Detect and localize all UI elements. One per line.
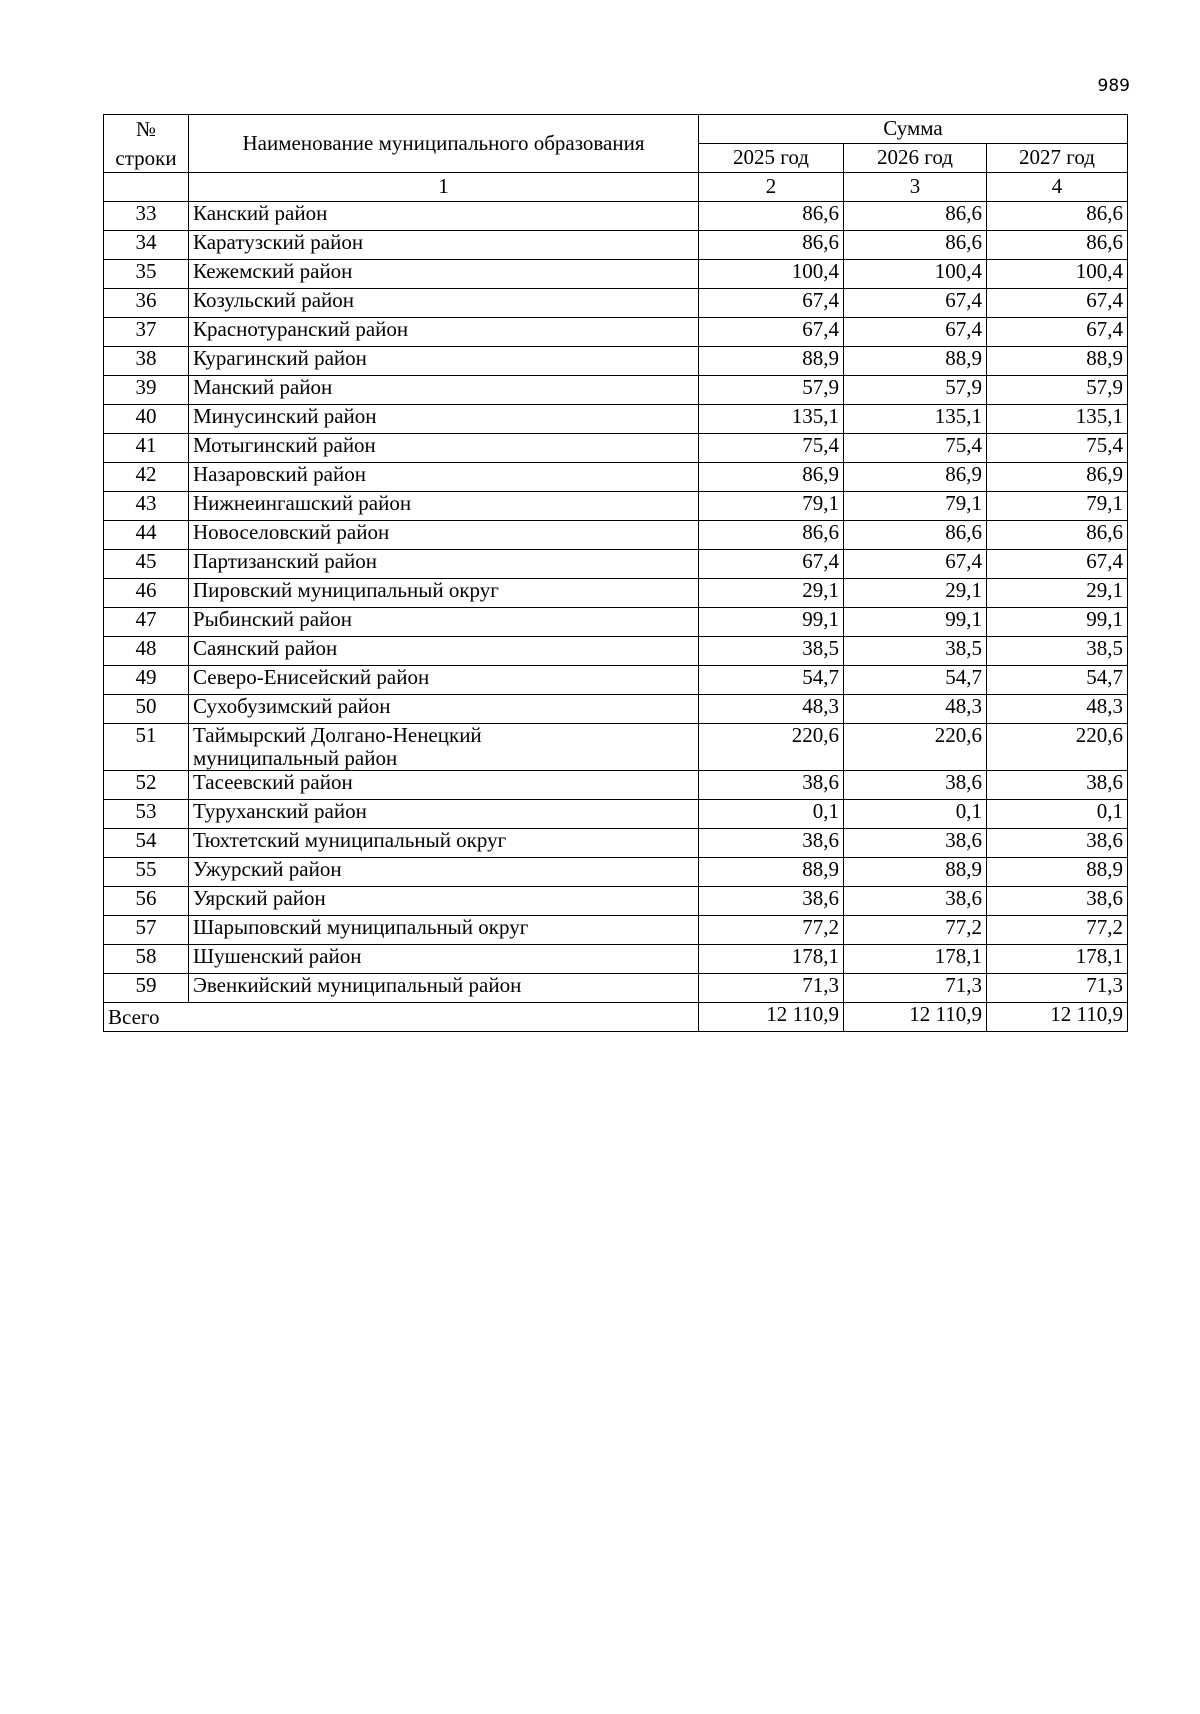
- value-2027: 88,9: [987, 858, 1128, 887]
- municipality-name: [189, 724, 699, 771]
- municipality-name: [189, 887, 699, 916]
- municipality-name-line: Сухобузимский район: [193, 694, 391, 718]
- value-2026: 67,4: [844, 550, 987, 579]
- total-2025: 12 110,9: [699, 1003, 844, 1032]
- value-2025: 67,4: [699, 550, 844, 579]
- table-body: [104, 202, 1128, 1003]
- value-2027: 29,1: [987, 579, 1128, 608]
- value-2026: 178,1: [844, 945, 987, 974]
- value-2026: 67,4: [844, 289, 987, 318]
- municipality-name-line-2: муниципальный район: [193, 746, 398, 771]
- value-2026: 38,6: [844, 887, 987, 916]
- municipality-name-line: Саянский район: [193, 636, 338, 660]
- municipality-name-line: Партизанский район: [193, 549, 378, 573]
- table-row: [104, 289, 1128, 318]
- value-2025: 86,6: [699, 521, 844, 550]
- value-2027: 100,4: [987, 260, 1128, 289]
- municipality-name: [189, 637, 699, 666]
- header-row-number-label: строки: [115, 145, 177, 170]
- value-2027: 79,1: [987, 492, 1128, 521]
- table-row: [104, 260, 1128, 289]
- value-2026: 71,3: [844, 974, 987, 1003]
- value-2027: 86,6: [987, 521, 1128, 550]
- column-number-2: 2: [699, 173, 844, 202]
- header-municipality-name: Наименование муниципального образования: [189, 115, 699, 173]
- value-2025: 67,4: [699, 289, 844, 318]
- table-row: [104, 771, 1128, 800]
- municipality-name: [189, 974, 699, 1003]
- value-2025: 75,4: [699, 434, 844, 463]
- municipality-name: [189, 579, 699, 608]
- value-2025: 38,5: [699, 637, 844, 666]
- municipality-name-line: Назаровский район: [193, 462, 366, 486]
- table-row: [104, 347, 1128, 376]
- row-number: 48: [104, 637, 189, 666]
- table-row: [104, 608, 1128, 637]
- value-2026: 100,4: [844, 260, 987, 289]
- value-2026: 38,6: [844, 771, 987, 800]
- value-2025: 220,6: [699, 724, 844, 771]
- value-2027: 38,5: [987, 637, 1128, 666]
- row-number: 43: [104, 492, 189, 521]
- row-number: 44: [104, 521, 189, 550]
- table-row: [104, 202, 1128, 231]
- value-2027: 77,2: [987, 916, 1128, 945]
- table-row: [104, 231, 1128, 260]
- table-row: [104, 550, 1128, 579]
- header-year-2027: 2027 год: [987, 144, 1128, 173]
- row-number: 41: [104, 434, 189, 463]
- municipality-name: [189, 347, 699, 376]
- row-number: 46: [104, 579, 189, 608]
- header-year-2026: 2026 год: [844, 144, 987, 173]
- value-2026: 38,5: [844, 637, 987, 666]
- row-number: 42: [104, 463, 189, 492]
- value-2026: 38,6: [844, 829, 987, 858]
- value-2027: 57,9: [987, 376, 1128, 405]
- municipality-name: [189, 231, 699, 260]
- municipality-name: [189, 550, 699, 579]
- municipality-name-line: Новоселовский район: [193, 520, 390, 544]
- value-2026: 67,4: [844, 318, 987, 347]
- table-row: [104, 318, 1128, 347]
- table-row: [104, 916, 1128, 945]
- value-2025: 67,4: [699, 318, 844, 347]
- municipality-name-line: Курагинский район: [193, 346, 367, 370]
- municipality-name: [189, 771, 699, 800]
- value-2026: 48,3: [844, 695, 987, 724]
- row-number: 45: [104, 550, 189, 579]
- row-number: 50: [104, 695, 189, 724]
- value-2026: 220,6: [844, 724, 987, 771]
- table-row: [104, 858, 1128, 887]
- value-2025: 86,6: [699, 231, 844, 260]
- value-2026: 86,9: [844, 463, 987, 492]
- value-2026: 29,1: [844, 579, 987, 608]
- value-2027: 38,6: [987, 771, 1128, 800]
- municipality-name-line: Уярский район: [193, 886, 326, 911]
- column-number-row: [104, 173, 1128, 202]
- value-2026: 77,2: [844, 916, 987, 945]
- table-row: [104, 579, 1128, 608]
- municipality-name: [189, 666, 699, 695]
- municipality-name-line: Пировский муниципальный округ: [193, 578, 499, 602]
- row-number: 49: [104, 666, 189, 695]
- value-2027: 135,1: [987, 405, 1128, 434]
- municipality-name: [189, 260, 699, 289]
- row-number: 55: [104, 858, 189, 887]
- row-number: 33: [104, 202, 189, 231]
- value-2026: 79,1: [844, 492, 987, 521]
- total-2026: 12 110,9: [844, 1003, 987, 1032]
- value-2025: 38,6: [699, 829, 844, 858]
- row-number: 59: [104, 974, 189, 1003]
- value-2027: 38,6: [987, 829, 1128, 858]
- municipality-name-line: Кежемский район: [193, 259, 353, 283]
- municipality-name: [189, 405, 699, 434]
- value-2027: 67,4: [987, 550, 1128, 579]
- municipality-name: [189, 289, 699, 318]
- municipality-name-line: Нижнеингашский район: [193, 491, 412, 515]
- table-row: [104, 887, 1128, 916]
- row-number: 37: [104, 318, 189, 347]
- value-2025: 57,9: [699, 376, 844, 405]
- municipality-name-line: Ужурский район: [193, 857, 342, 882]
- municipality-name-line: Северо-Енисейский район: [193, 665, 430, 689]
- value-2027: 88,9: [987, 347, 1128, 376]
- value-2027: 71,3: [987, 974, 1128, 1003]
- municipality-name-line: Туруханский район: [193, 799, 367, 824]
- municipality-name: [189, 492, 699, 521]
- table-row: [104, 829, 1128, 858]
- table-row: [104, 434, 1128, 463]
- municipality-name-line: Мотыгинский район: [193, 433, 376, 457]
- municipality-name-line: Эвенкийский муниципальный район: [193, 973, 522, 998]
- value-2027: 86,6: [987, 231, 1128, 260]
- value-2026: 54,7: [844, 666, 987, 695]
- table-row: [104, 695, 1128, 724]
- value-2026: 0,1: [844, 800, 987, 829]
- value-2025: 100,4: [699, 260, 844, 289]
- municipality-name: [189, 695, 699, 724]
- value-2026: 135,1: [844, 405, 987, 434]
- header-row-1: [104, 115, 1128, 144]
- total-row: [104, 1003, 1128, 1032]
- municipality-name-line: Канский район: [193, 201, 328, 225]
- value-2026: 86,6: [844, 231, 987, 260]
- value-2027: 67,4: [987, 289, 1128, 318]
- value-2026: 75,4: [844, 434, 987, 463]
- value-2025: 86,6: [699, 202, 844, 231]
- value-2026: 88,9: [844, 858, 987, 887]
- municipality-name-line: Тасеевский район: [193, 770, 353, 795]
- municipality-name: [189, 916, 699, 945]
- municipality-name: [189, 800, 699, 829]
- municipality-name-line: Тюхтетский муниципальный округ: [193, 828, 507, 853]
- municipality-name: [189, 318, 699, 347]
- value-2027: 54,7: [987, 666, 1128, 695]
- value-2027: 99,1: [987, 608, 1128, 637]
- municipality-name: [189, 829, 699, 858]
- column-number-0: [104, 173, 189, 202]
- value-2026: 99,1: [844, 608, 987, 637]
- row-number: 40: [104, 405, 189, 434]
- municipality-name-line: Краснотуранский район: [193, 317, 409, 341]
- budget-table: [103, 114, 1128, 1032]
- municipality-name-line: Каратузский район: [193, 230, 364, 254]
- page-number: 989: [1097, 76, 1130, 96]
- table-row: [104, 521, 1128, 550]
- value-2027: 86,6: [987, 202, 1128, 231]
- value-2025: 99,1: [699, 608, 844, 637]
- value-2025: 79,1: [699, 492, 844, 521]
- table-row: [104, 724, 1128, 771]
- value-2026: 57,9: [844, 376, 987, 405]
- row-number: 34: [104, 231, 189, 260]
- row-number: 52: [104, 771, 189, 800]
- table-row: [104, 376, 1128, 405]
- table-row: [104, 800, 1128, 829]
- value-2025: 29,1: [699, 579, 844, 608]
- municipality-name: [189, 858, 699, 887]
- row-number: 51: [104, 724, 189, 771]
- row-number: 35: [104, 260, 189, 289]
- value-2025: 88,9: [699, 858, 844, 887]
- header-year-2025: 2025 год: [699, 144, 844, 173]
- value-2026: 86,6: [844, 521, 987, 550]
- row-number: 36: [104, 289, 189, 318]
- table-row: [104, 974, 1128, 1003]
- municipality-name: [189, 202, 699, 231]
- value-2027: 48,3: [987, 695, 1128, 724]
- header-row-number-symbol: №: [135, 117, 157, 142]
- value-2025: 178,1: [699, 945, 844, 974]
- total-2027: 12 110,9: [987, 1003, 1128, 1032]
- header-sum: Сумма: [699, 115, 1128, 144]
- municipality-name-line: Минусинский район: [193, 404, 377, 428]
- municipality-name-line: Таймырский Долгано-Ненецкий: [193, 723, 482, 747]
- municipality-name: [189, 434, 699, 463]
- value-2025: 86,9: [699, 463, 844, 492]
- value-2025: 38,6: [699, 887, 844, 916]
- value-2027: 67,4: [987, 318, 1128, 347]
- municipality-name: [189, 608, 699, 637]
- column-number-1: 1: [189, 173, 699, 202]
- value-2025: 38,6: [699, 771, 844, 800]
- row-number: 39: [104, 376, 189, 405]
- value-2025: 54,7: [699, 666, 844, 695]
- value-2025: 135,1: [699, 405, 844, 434]
- municipality-name-line: Шушенский район: [193, 944, 362, 969]
- value-2026: 88,9: [844, 347, 987, 376]
- table-row: [104, 637, 1128, 666]
- table-row: [104, 463, 1128, 492]
- value-2027: 0,1: [987, 800, 1128, 829]
- table-row: [104, 492, 1128, 521]
- municipality-name: [189, 945, 699, 974]
- row-number: 56: [104, 887, 189, 916]
- row-number: 38: [104, 347, 189, 376]
- value-2027: 220,6: [987, 724, 1128, 771]
- value-2027: 178,1: [987, 945, 1128, 974]
- municipality-name: [189, 521, 699, 550]
- table-row: [104, 945, 1128, 974]
- municipality-name-line: Манский район: [193, 375, 333, 399]
- value-2027: 75,4: [987, 434, 1128, 463]
- value-2025: 77,2: [699, 916, 844, 945]
- value-2027: 86,9: [987, 463, 1128, 492]
- header-row-number: [104, 115, 189, 173]
- value-2025: 71,3: [699, 974, 844, 1003]
- row-number: 58: [104, 945, 189, 974]
- municipality-name: [189, 376, 699, 405]
- municipality-name: [189, 463, 699, 492]
- municipality-name-line: Рыбинский район: [193, 607, 352, 631]
- value-2025: 0,1: [699, 800, 844, 829]
- municipality-name-line: Шарыповский муниципальный округ: [193, 915, 529, 940]
- table-row: [104, 405, 1128, 434]
- table-row: [104, 666, 1128, 695]
- row-number: 53: [104, 800, 189, 829]
- value-2026: 86,6: [844, 202, 987, 231]
- row-number: 47: [104, 608, 189, 637]
- column-number-3: 3: [844, 173, 987, 202]
- row-number: 57: [104, 916, 189, 945]
- row-number: 54: [104, 829, 189, 858]
- value-2025: 48,3: [699, 695, 844, 724]
- value-2027: 38,6: [987, 887, 1128, 916]
- value-2025: 88,9: [699, 347, 844, 376]
- total-label: Всего: [104, 1003, 699, 1032]
- column-number-4: 4: [987, 173, 1128, 202]
- municipality-name-line: Козульский район: [193, 288, 354, 312]
